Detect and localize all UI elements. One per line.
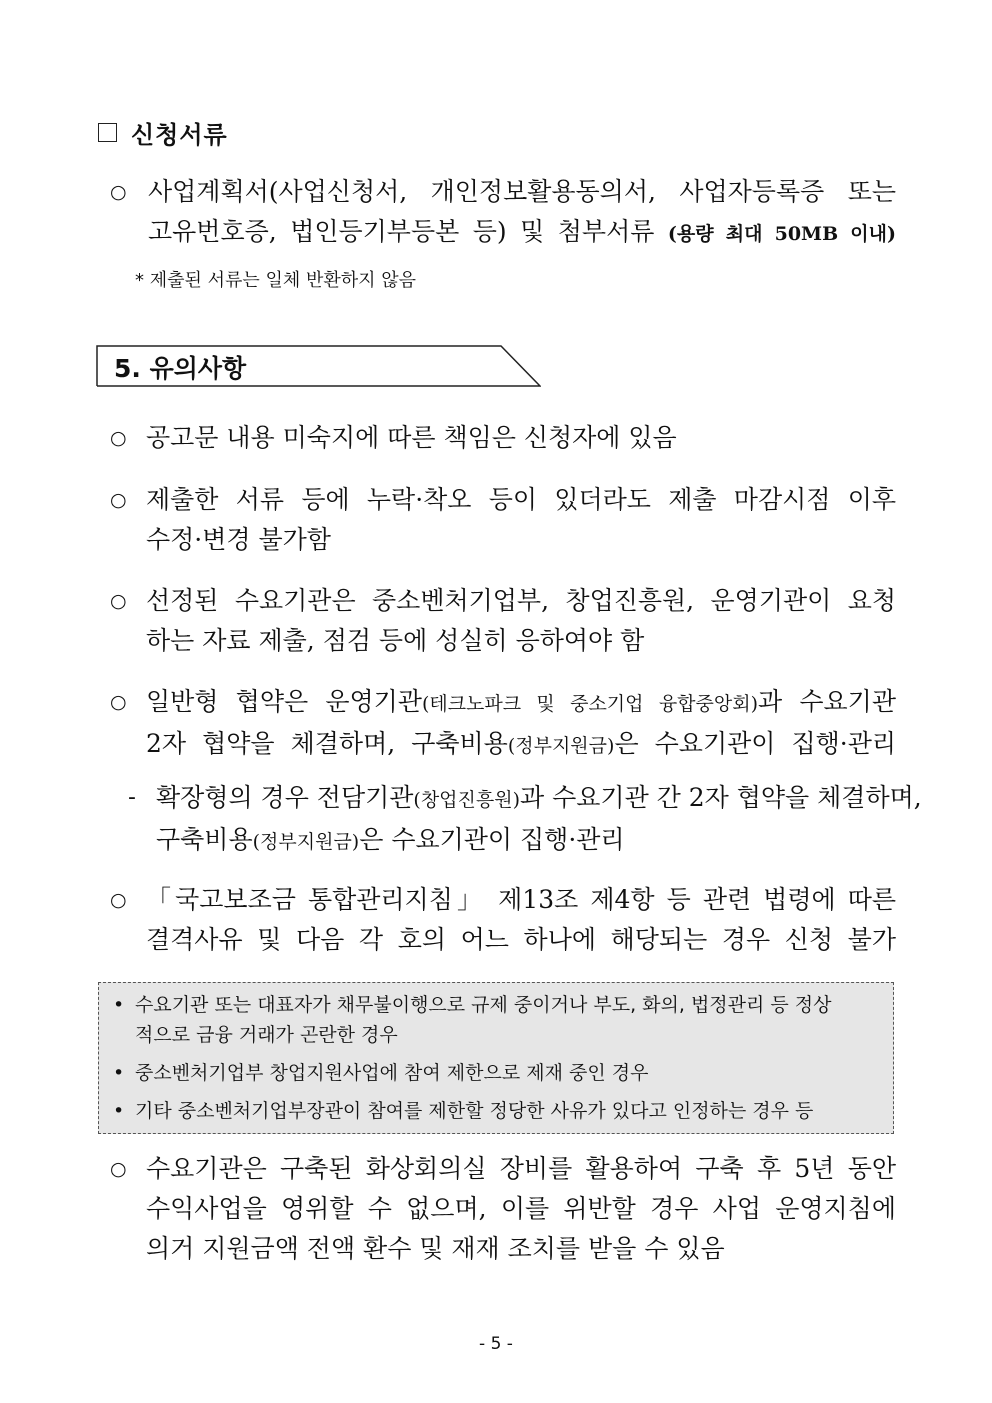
application-docs-item [110, 172, 896, 254]
section-title-text: 신청서류 [131, 121, 228, 149]
circle-bullet-icon: ○ [110, 691, 127, 713]
notice-item-1 [110, 418, 896, 458]
circle-bullet-icon: ○ [110, 489, 127, 511]
notice-item-2 [110, 480, 896, 560]
general-line-2: 2자 협약을 체결하며, 구축비용(정부지원금)은 수요기관이 집행·관리 [146, 729, 896, 758]
notice-item-extended [128, 778, 922, 862]
circle-bullet-icon: ○ [110, 181, 127, 203]
dot-bullet-icon: • [113, 1100, 125, 1122]
profit-line-2: 수익사업을 영위할 수 없으며, 이를 위반할 경우 사업 운영지침에 [146, 1194, 896, 1223]
docs-note: * 제출된 서류는 일체 반환하지 않음 [135, 270, 417, 291]
checkbox-square-icon [98, 123, 117, 142]
extended-line-2: 구축비용(정부지원금)은 수요기관이 집행·관리 [156, 825, 625, 854]
extended-line-1: 확장형의 경우 전담기관(창업진흥원)과 수요기관 간 2자 협약을 체결하며, [156, 783, 922, 812]
section-title-application-docs [98, 115, 228, 150]
circle-bullet-icon: ○ [110, 427, 127, 449]
notice-3-line-1: 선정된 수요기관은 중소벤처기업부, 창업진흥원, 운영기관이 요청 [146, 586, 896, 615]
subsidy-line-1: 「국고보조금 통합관리지침」 제13조 제4항 등 관련 법령에 따른 [146, 885, 896, 914]
subsidy-line-2: 결격사유 및 다음 각 호의 어느 하나에 해당되는 경우 신청 불가 [146, 925, 896, 954]
profit-line-3: 의거 지원금액 전액 환수 및 재재 조치를 받을 수 있음 [146, 1234, 725, 1263]
notice-1-line-1: 공고문 내용 미숙지에 따른 책임은 신청자에 있음 [146, 423, 677, 452]
capacity-note: (용량 최대 50MB 이내) [667, 223, 896, 245]
docs-line-2: 고유번호증, 법인등기부등본 등) 및 첨부서류 (용량 최대 50MB 이내) [148, 217, 896, 246]
notice-item-3 [110, 581, 896, 661]
page-number: - 5 - [479, 1334, 513, 1354]
dash-mark: - [128, 785, 136, 810]
box-item-1-line-2: 적으로 금융 거래가 곤란한 경우 [135, 1024, 398, 1046]
box-item-3-line-1: 기타 중소벤처기업부장관이 참여를 제한할 정당한 사유가 있다고 인정하는 경우 등 [135, 1100, 814, 1122]
circle-bullet-icon: ○ [110, 1158, 127, 1180]
notice-item-general-agreement [110, 682, 896, 766]
notice-item-subsidy [110, 880, 896, 960]
circle-bullet-icon: ○ [110, 889, 127, 911]
profit-line-1: 수요기관은 구축된 화상회의실 장비를 활용하여 구축 후 5년 동안 [146, 1154, 896, 1183]
dot-bullet-icon: • [113, 994, 125, 1016]
circle-bullet-icon: ○ [110, 590, 127, 612]
ineligibility-box [98, 982, 894, 1134]
notice-3-line-2: 하는 자료 제출, 점검 등에 성실히 응하여야 함 [146, 626, 645, 655]
notice-2-line-2: 수정·변경 불가함 [146, 525, 331, 554]
dot-bullet-icon: • [113, 1062, 125, 1084]
box-item-1-line-1: 수요기관 또는 대표자가 채무불이행으로 규제 중이거나 부도, 화의, 법정관리 등 정상 [135, 994, 832, 1016]
section5-heading [96, 345, 541, 385]
notice-item-profit [110, 1149, 896, 1269]
box-item-2-line-1: 중소벤처기업부 창업지원사업에 참여 제한으로 제재 중인 경우 [135, 1062, 649, 1084]
section5-title: 5. 유의사항 [114, 354, 247, 383]
general-line-1: 일반형 협약은 운영기관(테크노파크 및 중소기업 융합중앙회)과 수요기관 [146, 687, 896, 716]
notice-2-line-1: 제출한 서류 등에 누락·착오 등이 있더라도 제출 마감시점 이후 [146, 485, 896, 514]
docs-line-1: 사업계획서(사업신청서, 개인정보활용동의서, 사업자등록증 또는 [148, 177, 896, 206]
